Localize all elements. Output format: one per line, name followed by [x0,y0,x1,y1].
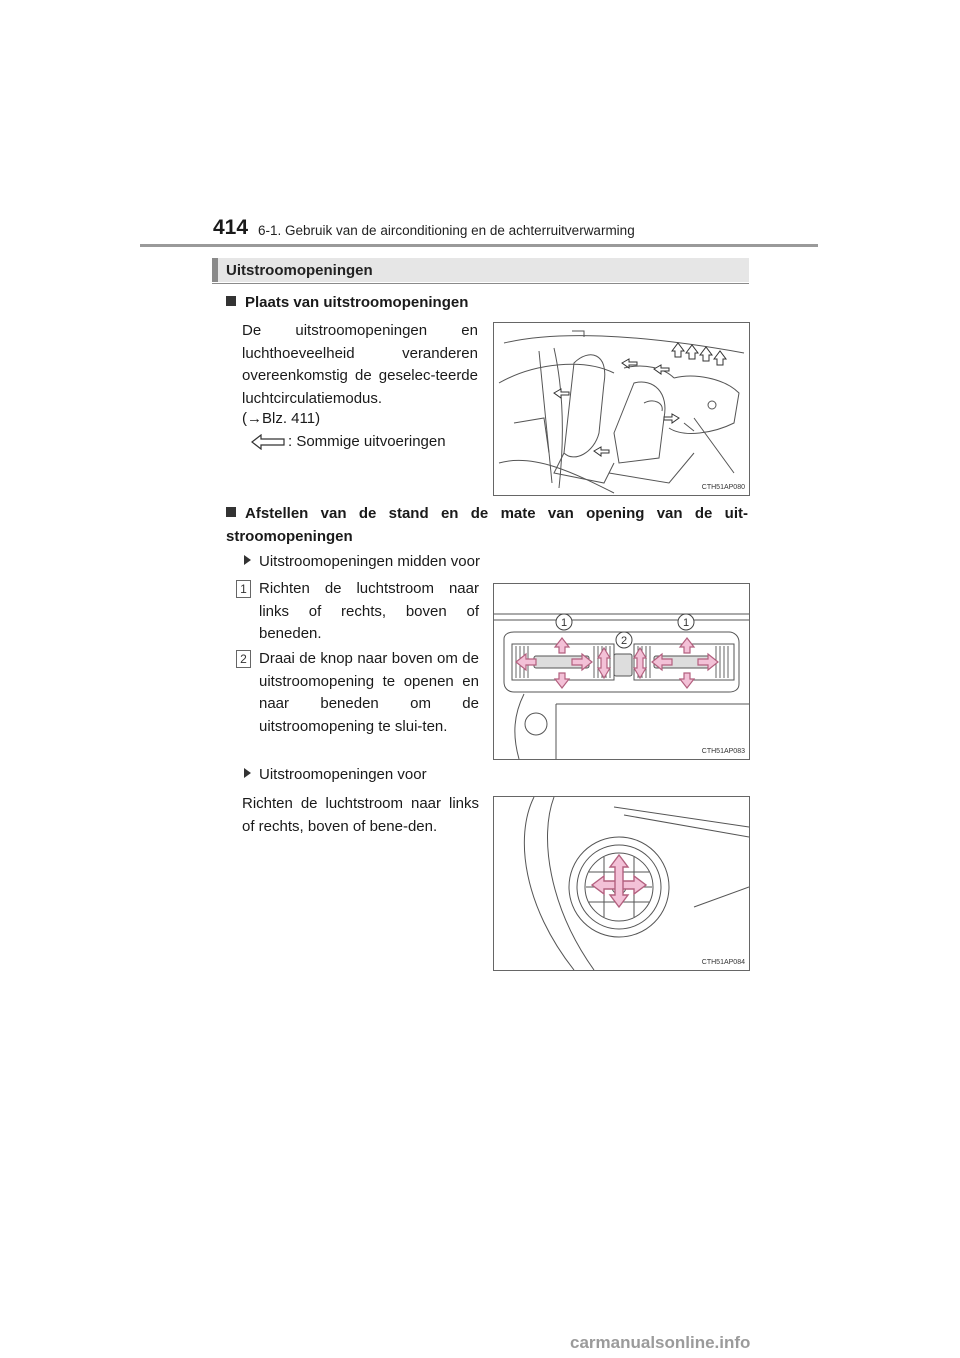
chapter-title: 6-1. Gebruik van de airconditioning en de achterruitverwarming [258,223,635,238]
square-bullet-icon [226,296,236,306]
triangle-bullet-icon [244,555,251,565]
subheading-adjust-vents [226,502,748,548]
subheading-text: Plaats van uitstroomopeningen [245,294,469,311]
figure-code: CTH51AP083 [701,748,745,755]
section-title: Uitstroomopeningen [226,262,373,279]
callout-1-left: 1 [560,617,568,629]
subheading-vent-locations [226,291,746,314]
section-heading-bar [212,258,749,282]
round-vent-illustration [494,797,749,970]
item-title: Uitstroomopeningen voor [259,766,427,783]
item-front-vents [244,764,427,786]
figure-front-vent [493,796,750,971]
callout-2: 2 [620,635,628,647]
item-title: Uitstroomopeningen midden voor [259,553,480,570]
triangle-bullet-icon [244,768,251,778]
item-center-front-vents [244,551,480,573]
figure-center-vents [493,583,750,760]
vent-locations-text: De uitstroomopeningen en luchthoeveelheid veranderen overeenkomstig de geselec-teerde luchtcirculatiemodus. [242,322,478,407]
figure-code: CTH51AP080 [701,484,745,491]
header-divider [140,244,818,247]
step-number-1: 1 [236,580,251,598]
legend-text: : Sommige uitvoeringen [288,433,446,450]
step-number-2: 2 [236,650,251,668]
square-bullet-icon [226,507,236,517]
step-1-text: Richten de luchtstroom naar links of rechts, boven of beneden. [259,580,479,642]
cabin-illustration [494,323,749,495]
figure-vent-locations [493,322,750,496]
section-underline [212,283,749,284]
figure-code: CTH51AP084 [701,959,745,966]
page-number: 414 [213,216,249,239]
step-2-text: Draai de knop naar boven om de uitstroomopening te openen en naar beneden om de uitstroomopening te slui-ten. [259,650,479,735]
watermark[interactable]: carmanualsonline.info [570,1333,751,1352]
front-vents-text: Richten de luchtstroom naar links of rechts, boven of bene-den. [242,795,479,835]
callout-1-right: 1 [682,617,690,629]
page-reference-link[interactable]: (→Blz. 411) [242,410,321,427]
section-accent [212,258,218,282]
subheading-text: Afstellen van de stand en de mate van opening van de uit-stroomopeningen [226,505,748,545]
center-vent-illustration [494,584,749,759]
airflow-arrow-legend-icon [250,434,286,450]
